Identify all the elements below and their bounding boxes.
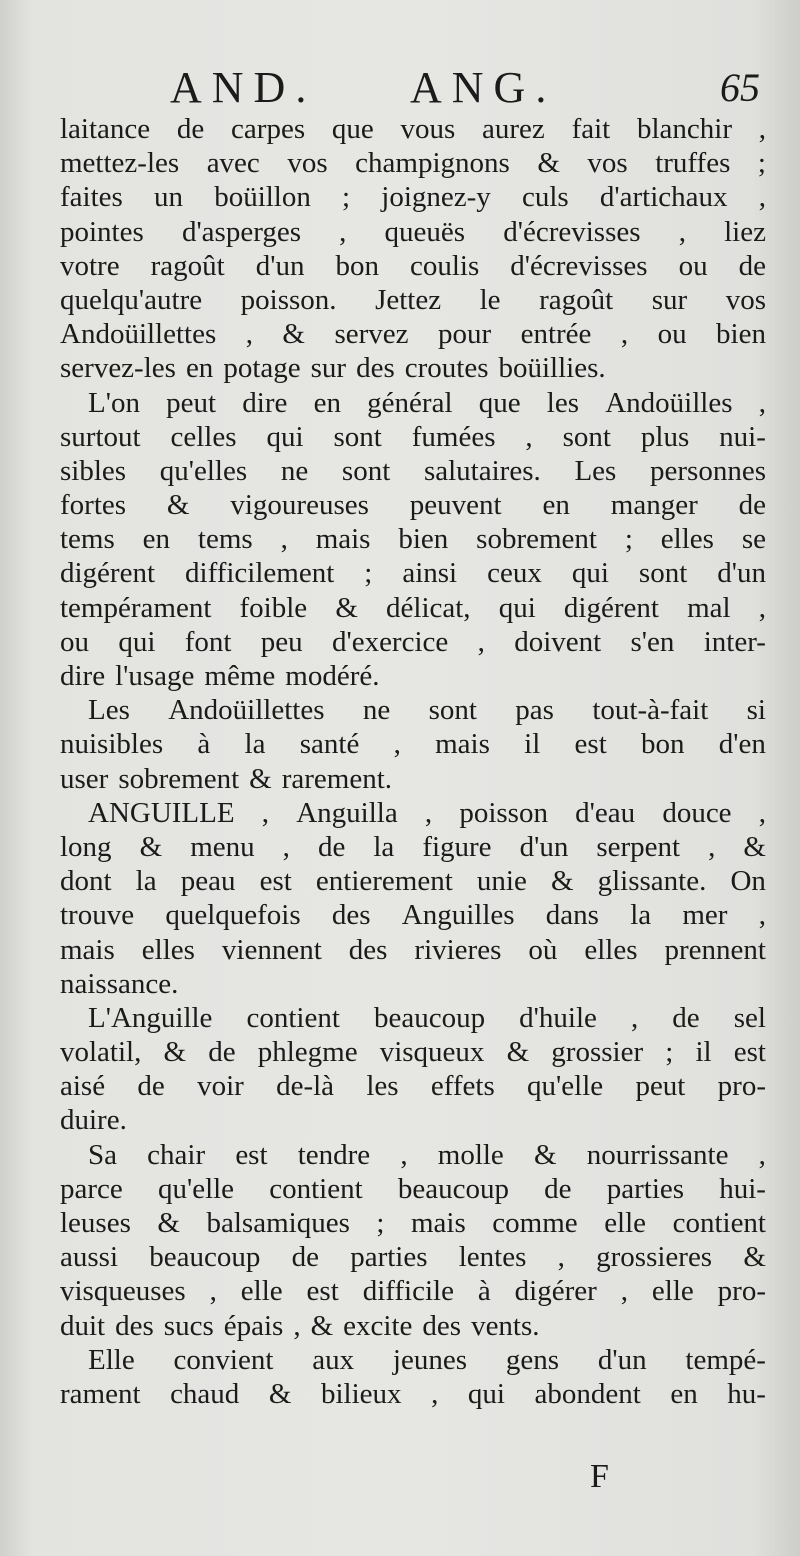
text-line: Sa chair est tendre , molle & nourrissante , <box>88 1138 766 1171</box>
text-line: votre ragoût d'un bon coulis d'écrevisses ou de <box>60 249 766 282</box>
text-line: fortes & vigoureuses peuvent en manger de <box>60 489 766 522</box>
text-line: dire l'usage même modéré. <box>60 660 380 692</box>
text-line: long & menu , de la figure d'un serpent , & <box>60 830 766 863</box>
text-line: servez-les en potage sur des croutes boüillies. <box>60 352 606 385</box>
text-line: duit des sucs épais , & excite des vents. <box>60 1309 540 1342</box>
header-left: AND. <box>170 63 317 112</box>
text-line: user sobrement & rarement. <box>60 762 392 795</box>
text-line: duire. <box>60 1104 127 1137</box>
text-line: laitance de carpes que vous aurez fait blanchir , <box>60 113 766 145</box>
text-line: faites un boüillon ; joignez-y culs d'artichaux , <box>60 181 766 214</box>
text-line: surtout celles qui sont fumées , sont plus nui- <box>60 420 766 453</box>
text-line: aussi beaucoup de parties lentes , grossieres & <box>60 1241 766 1274</box>
text-line: rament chaud & bilieux , qui abondent en hu- <box>60 1377 766 1410</box>
text-line: leuses & balsamiques ; mais comme elle contient <box>60 1207 766 1239</box>
text-line: ANGUILLE , Anguilla , poisson d'eau douce , <box>88 796 766 829</box>
text-line: tems en tems , mais bien sobrement ; elles se <box>60 523 766 556</box>
signature-mark: F <box>590 1458 609 1495</box>
text-line: sibles qu'elles ne sont salutaires. Les personnes <box>60 454 766 487</box>
text-line: parce qu'elle contient beaucoup de parties hui- <box>60 1172 766 1205</box>
text-line: mais elles viennent des rivieres où elles prennent <box>60 933 766 966</box>
text-line: digérent difficilement ; ainsi ceux qui sont d'un <box>60 557 766 590</box>
body-text <box>60 112 766 1411</box>
text-line: quelqu'autre poisson. Jettez le ragoût sur vos <box>60 283 766 316</box>
text-line: L'Anguille contient beaucoup d'huile , de sel <box>88 1001 766 1034</box>
header-right: ANG. <box>410 63 557 112</box>
text-line: mettez-les avec vos champignons & vos truffes ; <box>60 147 766 180</box>
text-line: volatil, & de phlegme visqueux & grossier ; il est <box>60 1036 766 1069</box>
text-line: Elle convient aux jeunes gens d'un tempé- <box>88 1343 766 1376</box>
text-line: naissance. <box>60 967 179 1000</box>
text-line: ou qui font peu d'exercice , doivent s'en inter- <box>60 625 766 658</box>
page-number: 65 <box>720 65 760 110</box>
text-line: Les Andoüillettes ne sont pas tout-à-fait si <box>88 694 766 727</box>
running-header <box>160 62 760 112</box>
text-line: tempérament foible & délicat, qui digérent mal , <box>60 591 766 624</box>
text-line: Andoüillettes , & servez pour entrée , ou bien <box>60 318 766 351</box>
text-line: dont la peau est entierement unie & glissante. On <box>60 865 766 898</box>
text-line: visqueuses , elle est difficile à digérer , elle pro- <box>60 1275 766 1308</box>
text-line: aisé de voir de-là les effets qu'elle peut pro- <box>60 1070 766 1103</box>
text-line: L'on peut dire en général que les Andoüilles , <box>88 386 766 419</box>
text-line: pointes d'asperges , queuës d'écrevisses , liez <box>60 215 766 248</box>
text-line: trouve quelquefois des Anguilles dans la mer , <box>60 899 766 932</box>
text-line: nuisibles à la santé , mais il est bon d'en <box>60 728 766 761</box>
